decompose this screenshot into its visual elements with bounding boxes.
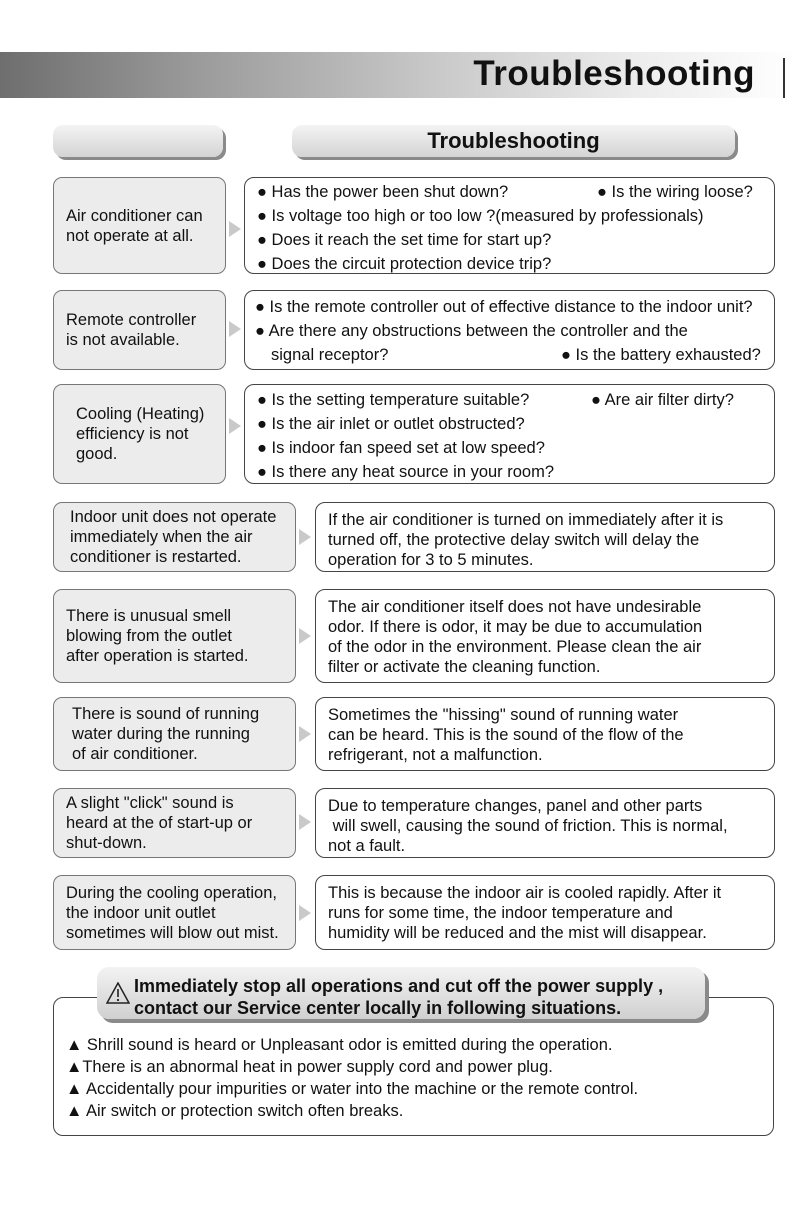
explanation-line: This is because the indoor air is cooled rapidly. After it [328, 884, 722, 902]
problem-line: conditioner is restarted. [70, 548, 242, 566]
problem-line: shut-down. [66, 834, 147, 852]
explanation-line: Due to temperature changes, panel and other parts [328, 797, 703, 815]
problem-line: after operation is started. [66, 647, 249, 665]
explanation-box [315, 502, 775, 572]
explanation-line: turned off, the protective delay switch will delay the [328, 531, 700, 549]
problem-box [53, 875, 296, 950]
section-title: Troubleshooting [427, 128, 600, 153]
arrow-icon [229, 418, 241, 434]
explanation-line: If the air conditioner is turned on immediately after it is [328, 511, 724, 529]
problem-line: not operate at all. [66, 226, 194, 245]
explanation-line: not a fault. [328, 837, 406, 855]
check-box [244, 177, 775, 274]
explanation-line: runs for some time, the indoor temperature and [328, 904, 673, 922]
problem-line: sometimes will blow out mist. [66, 923, 279, 942]
explanation-box [315, 788, 775, 858]
explanation-line: odor. If there is odor, it may be due to accumulation [328, 618, 703, 636]
cause-column-pill [53, 125, 223, 157]
warning-item: ▲There is an abnormal heat in power supply cord and power plug. [66, 1058, 553, 1076]
problem-line: A slight "click" sound is [66, 794, 234, 812]
problem-line: good. [76, 445, 118, 463]
problem-line: Remote controller [66, 311, 197, 329]
problem-box [53, 589, 296, 683]
check-text: signal receptor? [271, 346, 389, 364]
problem-line: Indoor unit does not operate [70, 508, 277, 526]
check-line: ● Is voltage too high or too low ?(measured by professionals) [257, 207, 704, 225]
warning-triangle-icon [106, 982, 130, 1004]
problem-line: efficiency is not [76, 425, 189, 443]
arrow-icon [299, 628, 311, 644]
section-title-pill [292, 125, 735, 157]
problem-line: of air conditioner. [72, 745, 198, 763]
problem-line: There is sound of running [72, 705, 260, 723]
problem-line: During the cooling operation, [66, 883, 277, 902]
check-line: ● Is indoor fan speed set at low speed? [257, 439, 545, 457]
explanation-line: The air conditioner itself does not have undesirable [328, 598, 702, 616]
check-line: ● Is the remote controller out of effective distance to the indoor unit? [255, 298, 753, 316]
problem-box [53, 290, 226, 370]
arrow-icon [229, 221, 241, 237]
check-text: ● Is the wiring loose? [597, 183, 753, 201]
explanation-line: refrigerant, not a malfunction. [328, 746, 543, 764]
warning-heading [134, 975, 663, 1019]
problem-box [53, 384, 226, 484]
check-line [257, 388, 762, 412]
check-text: ● Is the setting temperature suitable? [257, 391, 530, 409]
problem-box [53, 697, 296, 771]
check-line: ● Is the air inlet or outlet obstructed? [257, 415, 525, 433]
warning-item: ▲ Air switch or protection switch often breaks. [66, 1102, 404, 1120]
explanation-line: filter or activate the cleaning function. [328, 658, 601, 676]
explanation-line: can be heard. This is the sound of the flow of the [328, 726, 684, 744]
explanation-box [315, 875, 775, 950]
explanation-line: operation for 3 to 5 minutes. [328, 551, 534, 569]
warning-heading-line: contact our Service center locally in following situations. [134, 998, 622, 1018]
arrow-icon [229, 321, 241, 337]
check-line: ● Are there any obstructions between the controller and the [255, 322, 688, 340]
check-text: ● Is the battery exhausted? [561, 346, 761, 364]
problem-line: Air conditioner can [66, 206, 203, 225]
header-rule [783, 58, 785, 98]
page-title: Troubleshooting [473, 54, 755, 93]
problem-line: Cooling (Heating) [76, 405, 205, 423]
check-line: ● Is there any heat source in your room? [257, 463, 555, 481]
arrow-icon [299, 905, 311, 921]
warning-item: ▲ Shrill sound is heard or Unpleasant odor is emitted during the operation. [66, 1036, 613, 1054]
problem-line: heard at the of start-up or [66, 814, 253, 832]
explanation-box [315, 697, 775, 771]
problem-box [53, 788, 296, 858]
explanation-line: Sometimes the "hissing" sound of running water [328, 706, 679, 724]
problem-line: immediately when the air [70, 528, 253, 546]
explanation-box [315, 589, 775, 683]
check-text: ● Are air filter dirty? [591, 391, 734, 409]
explanation-line: will swell, causing the sound of friction. This is normal, [328, 817, 728, 835]
check-line: ● Does the circuit protection device trip? [257, 255, 552, 273]
explanation-line: of the odor in the environment. Please clean the air [328, 638, 702, 656]
problem-line: blowing from the outlet [66, 627, 233, 645]
check-line: ● Does it reach the set time for start up? [257, 231, 552, 249]
problem-box [53, 502, 296, 572]
problem-line: water during the running [72, 725, 250, 743]
check-box [244, 384, 775, 484]
check-text: ● Has the power been shut down? [257, 183, 509, 201]
check-line [257, 180, 762, 204]
arrow-icon [299, 726, 311, 742]
problem-line: is not available. [66, 331, 180, 349]
warning-heading-line: Immediately stop all operations and cut off the power supply , [134, 976, 664, 996]
problem-line: There is unusual smell [66, 607, 232, 625]
arrow-icon [299, 814, 311, 830]
explanation-line: humidity will be reduced and the mist will disappear. [328, 924, 707, 942]
problem-box [53, 177, 226, 274]
check-box [244, 290, 775, 370]
problem-line: the indoor unit outlet [66, 903, 216, 922]
check-line [257, 343, 772, 367]
warning-item: ▲ Accidentally pour impurities or water into the machine or the remote control. [66, 1080, 639, 1098]
arrow-icon [299, 529, 311, 545]
